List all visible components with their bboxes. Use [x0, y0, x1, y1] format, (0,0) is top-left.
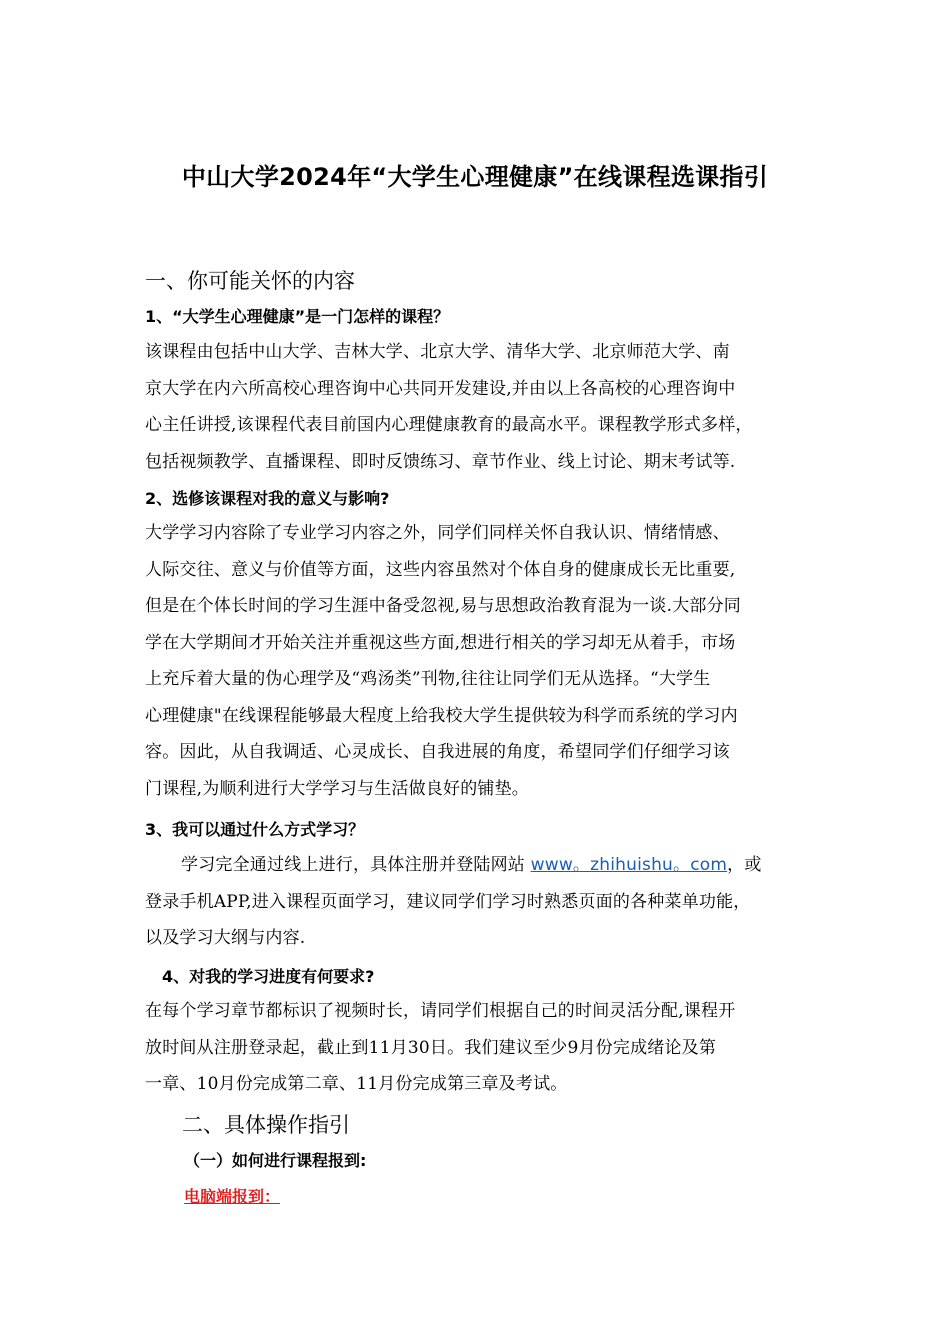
answer-3-line: 登录手机APP,进入课程页面学习，建议同学们学习时熟悉页面的各种菜单功能， [145, 891, 751, 912]
answer-1-line: 该课程由包括中山大学、吉林大学、北京大学、清华大学、北京师范大学、南 [145, 342, 730, 362]
answer-2-line: 学在大学期间才开始关注并重视这些方面,想进行相关的学习却无从着手，市场 [145, 632, 736, 653]
answer-3-text: 学习完全通过线上进行，具体注册并登陆网站 [181, 855, 531, 875]
question-2: 2、选修该课程对我的意义与影响? [145, 489, 390, 508]
answer-2-line: 门课程,为顺利进行大学学习与生活做良好的铺垫。 [145, 778, 530, 799]
answer-3-text: ，或 [727, 855, 762, 875]
pc-registration-label: 电脑端报到： [184, 1187, 281, 1206]
answer-4-line: 放时间从注册登录起，截止到11月30日。我们建议至少9月份完成绪论及第 [145, 1037, 717, 1058]
answer-1-line: 心主任讲授,该课程代表目前国内心理健康教育的最高水平。课程教学形式多样， [145, 415, 753, 435]
answer-2-line: 心理健康"在线课程能够最大程度上给我校大学生提供较为科学而系统的学习内 [145, 705, 738, 726]
answer-2-line: 大学学习内容除了专业学习内容之外，同学们同样关怀自我认识、情绪情感、 [145, 523, 730, 543]
answer-4-line: 一章、10月份完成第二章、11月份完成第三章及考试。 [145, 1074, 568, 1094]
answer-2-line: 但是在个体长时间的学习生涯中备受忽视,易与思想政治教育混为一谈.大部分同 [145, 596, 742, 616]
answer-1-line: 包括视频教学、直播课程、即时反馈练习、章节作业、线上讨论、期末考试等. [145, 451, 736, 472]
answer-1 [145, 334, 815, 480]
answer-2-line: 人际交往、意义与价值等方面，这些内容虽然对个体自身的健康成长无比重要, [145, 559, 736, 580]
answer-2-line: 上充斥着大量的伪心理学及“鸡汤类”刊物,往往让同学们无从选择。“大学生 [145, 669, 711, 689]
section-2-heading: 二、具体操作指引 [182, 1113, 350, 1137]
answer-4 [145, 993, 815, 1103]
answer-2 [145, 515, 815, 807]
document-title: 中山大学2024年“大学生心理健康”在线课程选课指引 [181, 163, 769, 191]
subsection-1-heading: （一）如何进行课程报到: [184, 1151, 367, 1170]
section-1-heading: 一、你可能关怀的内容 [145, 269, 355, 293]
answer-2-line: 容。因此，从自我调适、心灵成长、自我进展的角度，希望同学们仔细学习该 [145, 742, 730, 762]
answer-3-line [145, 847, 815, 884]
question-3: 3、我可以通过什么方式学习？ [145, 820, 365, 839]
question-4: 4、对我的学习进度有何要求? [162, 967, 375, 986]
answer-1-line: 京大学在内六所高校心理咨询中心共同开发建设,并由以上各高校的心理咨询中 [145, 378, 736, 399]
answer-3 [145, 847, 815, 957]
question-1: 1、“大学生心理健康”是一门怎样的课程？ [145, 307, 450, 326]
answer-4-line: 在每个学习章节都标识了视频时长，请同学们根据自己的时间灵活分配,课程开 [145, 1001, 736, 1021]
answer-3-line: 以及学习大纲与内容. [145, 928, 306, 948]
website-link[interactable]: www。zhihuishu。com [530, 855, 728, 875]
